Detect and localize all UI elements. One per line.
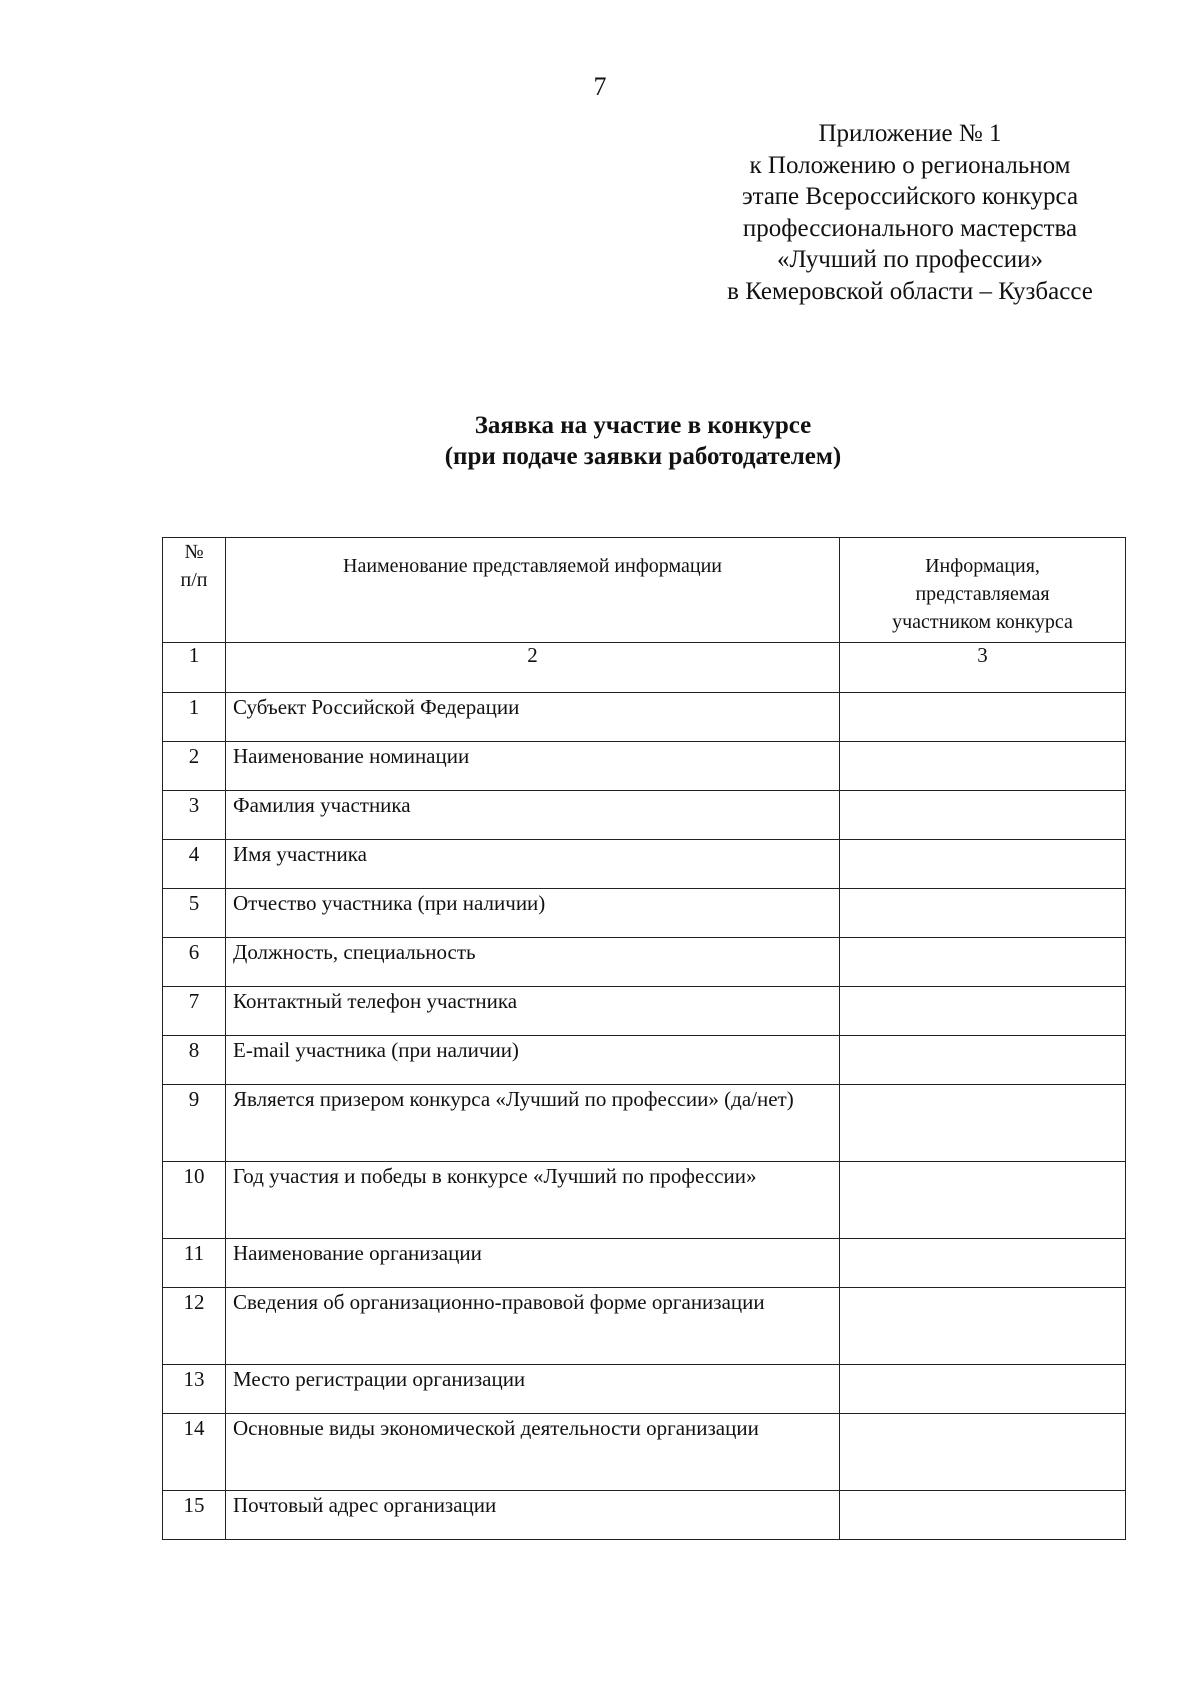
- row-number: 2: [163, 742, 226, 791]
- row-value-cell[interactable]: [840, 938, 1126, 987]
- annex-line: этапе Всероссийского конкурса: [741, 183, 1079, 211]
- header-number-line-2: п/п: [180, 569, 208, 591]
- title-line-2: (при подаче заявки работодателем): [444, 443, 842, 470]
- table-row: [163, 693, 1126, 742]
- table-row: [163, 1162, 1126, 1239]
- row-value-cell[interactable]: [840, 889, 1126, 938]
- row-label: E-mail участника (при наличии): [226, 1036, 840, 1085]
- table-row: [163, 742, 1126, 791]
- table-row: [163, 1414, 1126, 1491]
- row-value-cell[interactable]: [840, 1414, 1126, 1491]
- row-label: Имя участника: [226, 840, 840, 889]
- annex-heading: [660, 118, 1160, 308]
- header-info-line-3: участником конкурса: [892, 611, 1073, 633]
- row-value-cell[interactable]: [840, 791, 1126, 840]
- row-value-cell[interactable]: [840, 1085, 1126, 1162]
- row-value-cell[interactable]: [840, 1036, 1126, 1085]
- row-label: Фамилия участника: [226, 791, 840, 840]
- annex-line: в Кемеровской области – Кузбассе: [727, 277, 1093, 305]
- table-row: [163, 1365, 1126, 1414]
- document-title: [0, 410, 1200, 472]
- row-label: Наименование номинации: [226, 742, 840, 791]
- row-value-cell[interactable]: [840, 742, 1126, 791]
- table-row: [163, 791, 1126, 840]
- row-label: Отчество участника (при наличии): [226, 889, 840, 938]
- table-row: [163, 987, 1126, 1036]
- row-number: 15: [163, 1491, 226, 1540]
- row-number: 4: [163, 840, 226, 889]
- row-label: Сведения об организационно-правовой форме организации: [226, 1288, 840, 1365]
- row-value-cell[interactable]: [840, 1491, 1126, 1540]
- row-label: Основные виды экономической деятельности организации: [226, 1414, 840, 1491]
- header-info: [840, 538, 1126, 643]
- row-number: 8: [163, 1036, 226, 1085]
- row-label: Место регистрации организации: [226, 1365, 840, 1414]
- table-row: [163, 1085, 1126, 1162]
- row-value-cell[interactable]: [840, 987, 1126, 1036]
- table-row: [163, 1239, 1126, 1288]
- column-number-row: [163, 643, 1126, 693]
- annex-line: к Положению о региональном: [749, 151, 1071, 179]
- row-value-cell[interactable]: [840, 1239, 1126, 1288]
- row-value-cell[interactable]: [840, 840, 1126, 889]
- row-label: Почтовый адрес организации: [226, 1491, 840, 1540]
- application-form-table: [162, 537, 1126, 1540]
- header-number: [163, 538, 226, 643]
- row-value-cell[interactable]: [840, 1162, 1126, 1239]
- table-row: [163, 1491, 1126, 1540]
- column-number: 3: [840, 643, 1126, 693]
- row-number: 10: [163, 1162, 226, 1239]
- annex-line: «Лучший по профессии»: [776, 246, 1044, 274]
- row-label: Должность, специальность: [226, 938, 840, 987]
- row-value-cell[interactable]: [840, 1365, 1126, 1414]
- row-number: 1: [163, 693, 226, 742]
- header-name: Наименование представляемой информации: [226, 538, 840, 643]
- annex-line: Приложение № 1: [818, 120, 1002, 147]
- column-number: 2: [226, 643, 840, 693]
- row-label: Контактный телефон участника: [226, 987, 840, 1036]
- row-value-cell[interactable]: [840, 1288, 1126, 1365]
- annex-line: профессионального мастерства: [742, 214, 1078, 242]
- row-number: 11: [163, 1239, 226, 1288]
- row-number: 5: [163, 889, 226, 938]
- table-row: [163, 938, 1126, 987]
- table-row: [163, 889, 1126, 938]
- row-number: 12: [163, 1288, 226, 1365]
- title-line-1: Заявка на участие в конкурсе: [474, 412, 812, 439]
- row-value-cell[interactable]: [840, 693, 1126, 742]
- row-number: 13: [163, 1365, 226, 1414]
- row-number: 9: [163, 1085, 226, 1162]
- page-number: 7: [593, 72, 607, 101]
- row-number: 6: [163, 938, 226, 987]
- header-info-line-1: Информация,: [925, 555, 1040, 577]
- table-header-row: [163, 538, 1126, 643]
- table-row: [163, 1036, 1126, 1085]
- form-rows: [163, 693, 1126, 1540]
- row-label: Наименование организации: [226, 1239, 840, 1288]
- table-row: [163, 840, 1126, 889]
- row-label: Субъект Российской Федерации: [226, 693, 840, 742]
- row-label: Является призером конкурса «Лучший по профессии» (да/нет): [226, 1085, 840, 1162]
- header-number-line-1: №: [184, 541, 204, 563]
- row-number: 14: [163, 1414, 226, 1491]
- column-number: 1: [163, 643, 226, 693]
- header-info-line-2: представляемая: [915, 583, 1050, 605]
- row-number: 7: [163, 987, 226, 1036]
- row-number: 3: [163, 791, 226, 840]
- row-label: Год участия и победы в конкурсе «Лучший по профессии»: [226, 1162, 840, 1239]
- table-row: [163, 1288, 1126, 1365]
